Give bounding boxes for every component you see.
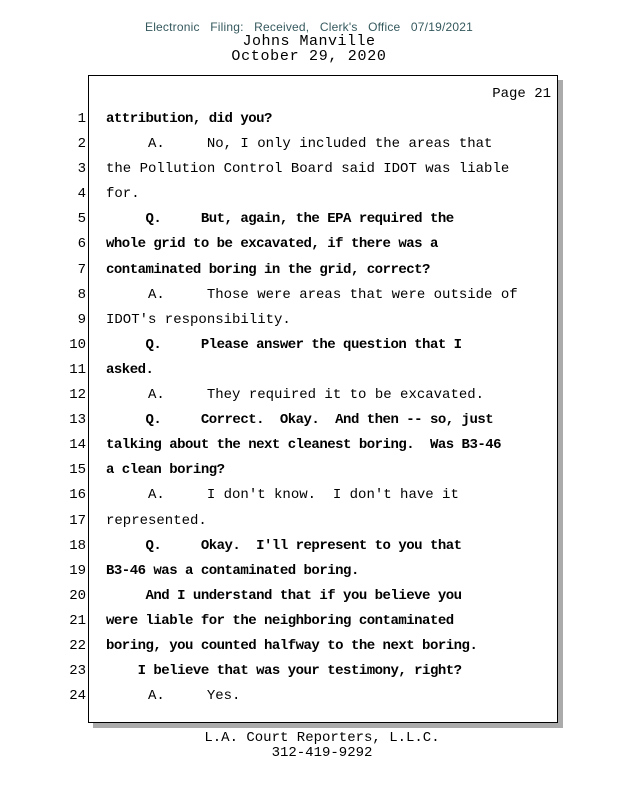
transcript-line	[69, 559, 557, 584]
transcript-line	[69, 684, 557, 709]
efiling-stamp: Electronic Filing: Received, Clerk's Office 07/19/2021	[144, 20, 473, 34]
line-number: 13	[69, 412, 86, 429]
transcript-line	[69, 333, 557, 358]
document-date: October 29, 2020	[231, 48, 387, 65]
transcript-line	[77, 308, 557, 333]
line-number: 17	[69, 512, 86, 529]
line-number: 15	[69, 462, 86, 479]
line-number: 19	[69, 562, 86, 579]
line-text: for.	[106, 186, 140, 203]
line-text: A. No, I only included the areas that	[106, 136, 493, 153]
line-number: 8	[77, 286, 86, 303]
transcript-line	[69, 609, 557, 634]
line-text: attribution, did you?	[106, 111, 272, 127]
line-text: the Pollution Control Board said IDOT was liable	[106, 161, 510, 178]
reporter-footer	[88, 731, 556, 761]
transcript-line	[77, 207, 557, 232]
line-number: 4	[77, 186, 86, 203]
line-text: boring, you counted halfway to the next boring.	[106, 637, 478, 654]
line-text: A. Yes.	[106, 688, 241, 705]
page-number-label: Page 21	[492, 86, 551, 102]
line-number: 7	[77, 261, 86, 278]
line-text: were liable for the neighboring contaminated	[106, 612, 454, 629]
line-number: 1	[77, 111, 86, 127]
transcript-line	[77, 258, 557, 283]
transcript-line	[77, 107, 557, 132]
line-text: A. I don't know. I don't have it	[106, 487, 459, 504]
transcript-line	[69, 584, 557, 609]
line-number: 5	[77, 211, 86, 228]
transcript-line	[77, 283, 557, 308]
line-number: 22	[69, 637, 86, 654]
line-number: 3	[77, 161, 86, 178]
line-text: A. They required it to be excavated.	[106, 387, 485, 404]
line-number: 6	[77, 236, 86, 253]
transcript-line	[69, 483, 557, 508]
line-text: Q. Correct. Okay. And then -- so, just	[106, 412, 494, 429]
line-number: 21	[69, 612, 86, 629]
line-text: Q. Please answer the question that I	[106, 336, 462, 353]
transcript-line	[69, 634, 557, 659]
line-text: A. Those were areas that were outside of	[106, 286, 518, 303]
transcript-line	[69, 458, 557, 483]
line-number: 12	[69, 387, 86, 404]
line-text: I believe that was your testimony, right?	[106, 663, 462, 680]
transcript-line	[69, 433, 557, 458]
transcript-line	[69, 408, 557, 433]
line-number: 14	[69, 437, 86, 454]
line-number: 18	[69, 537, 86, 554]
line-text: asked.	[106, 361, 154, 378]
line-number: 20	[69, 587, 86, 604]
line-text: contaminated boring in the grid, correct?	[106, 261, 430, 278]
transcript-line	[77, 232, 557, 257]
transcript-line	[69, 509, 557, 534]
transcript-line	[69, 358, 557, 383]
transcript-line	[69, 534, 557, 559]
line-text: And I understand that if you believe you	[106, 587, 462, 604]
reporter-company: L.A. Court Reporters, L.L.C.	[204, 730, 440, 746]
line-number: 10	[69, 336, 86, 353]
line-text: talking about the next cleanest boring. Was B3-46	[106, 437, 502, 454]
line-number: 24	[69, 688, 86, 705]
document-title: Johns Manville	[242, 33, 376, 50]
line-text: IDOT's responsibility.	[106, 311, 291, 328]
line-text: a clean boring?	[106, 462, 225, 479]
transcript-line	[77, 132, 557, 157]
line-text: whole grid to be excavated, if there was a	[106, 236, 438, 253]
reporter-phone: 312-419-9292	[271, 745, 373, 761]
line-text: Q. But, again, the EPA required the	[106, 211, 454, 228]
line-text: Q. Okay. I'll represent to you that	[106, 537, 462, 554]
transcript-lines	[69, 107, 557, 709]
line-text: represented.	[106, 512, 207, 529]
transcript-page-box	[69, 75, 558, 723]
transcript-line	[69, 383, 557, 408]
transcript-line	[77, 182, 557, 207]
transcript-line	[69, 659, 557, 684]
line-number: 9	[77, 311, 86, 328]
line-text: B3-46 was a contaminated boring.	[106, 562, 359, 579]
transcript-line	[77, 157, 557, 182]
line-number: 2	[77, 136, 86, 153]
line-number: 11	[69, 361, 86, 378]
line-number: 23	[69, 663, 86, 680]
line-number: 16	[69, 487, 86, 504]
